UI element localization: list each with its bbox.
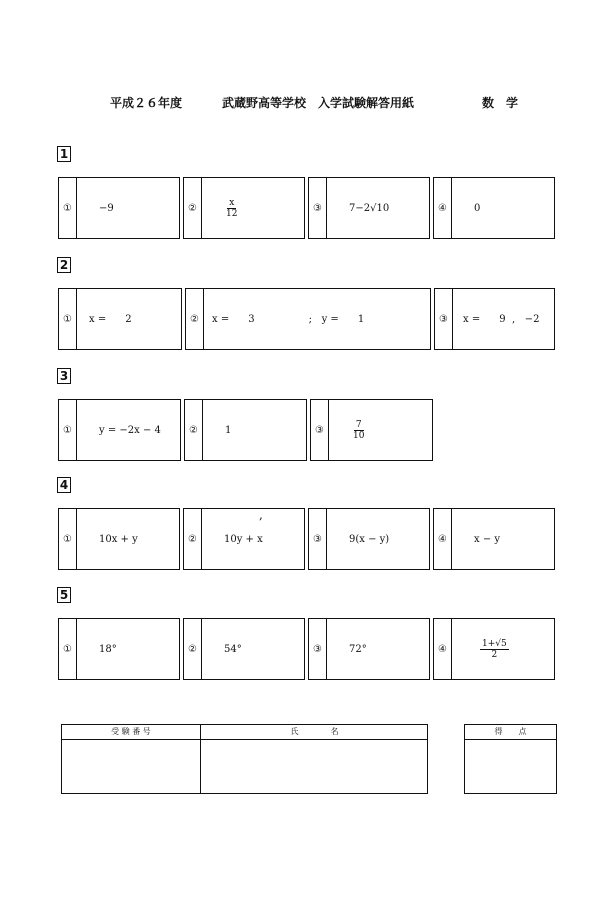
answer-value: 10y + x	[224, 533, 263, 545]
answer-row	[58, 618, 555, 680]
candidate-info-box	[61, 724, 428, 794]
question-number: ①	[59, 619, 77, 679]
exam-year: 平成２６年度	[110, 96, 183, 110]
question-number: ①	[59, 509, 77, 569]
answer-row	[58, 288, 555, 350]
answer-row	[58, 508, 555, 570]
section-number: 5	[57, 587, 71, 603]
answer-value: 18°	[99, 643, 117, 655]
answer-value	[329, 400, 432, 460]
question-number: ③	[435, 289, 453, 349]
question-number: ②	[186, 289, 204, 349]
section-number: 4	[57, 477, 71, 493]
name-field[interactable]	[200, 739, 427, 793]
answer-value: −9	[99, 202, 114, 214]
exam-number-label: 受 験 番 号	[111, 727, 151, 736]
question-number: ④	[434, 619, 452, 679]
answer-cell[interactable]	[58, 177, 180, 239]
question-number: ②	[185, 400, 203, 460]
answer-cell[interactable]	[183, 508, 305, 570]
question-number: ①	[59, 400, 77, 460]
answer-value: x = 2	[89, 313, 132, 325]
answer-value	[202, 178, 304, 238]
answer-value: 72°	[349, 643, 367, 655]
name-label: 氏 名	[290, 727, 339, 736]
answer-cell[interactable]	[184, 399, 307, 461]
answer-value: 1	[225, 424, 232, 436]
fraction-numerator: x	[229, 197, 235, 208]
fraction	[351, 420, 366, 441]
answer-value: 10x + y	[99, 533, 138, 545]
answer-row	[58, 399, 433, 461]
answer-cell[interactable]	[308, 177, 430, 239]
answer-value: x = 3 ; y = 1	[212, 313, 365, 325]
answer-cell[interactable]	[183, 618, 305, 680]
score-box	[464, 724, 557, 794]
question-number: ①	[59, 289, 77, 349]
fraction	[480, 639, 509, 660]
answer-value: x − y	[474, 533, 501, 545]
question-number: ②	[184, 619, 202, 679]
answer-cell[interactable]	[434, 288, 555, 350]
fraction-denominator: 12	[226, 208, 238, 219]
score-field[interactable]	[465, 739, 556, 793]
answer-cell[interactable]	[58, 399, 181, 461]
answer-cell[interactable]	[185, 288, 431, 350]
question-number: ③	[311, 400, 329, 460]
answer-value: 54°	[224, 643, 242, 655]
answer-cell[interactable]	[58, 288, 182, 350]
section-number: 1	[57, 146, 71, 162]
fraction-numerator: 7	[355, 419, 362, 430]
fraction	[224, 198, 239, 219]
answer-value: 9(x − y)	[349, 533, 390, 545]
answer-value: y = −2x − 4	[99, 424, 161, 436]
section-number: 3	[57, 368, 71, 384]
answer-cell[interactable]	[433, 177, 555, 239]
question-number: ①	[59, 178, 77, 238]
question-number: ④	[434, 178, 452, 238]
answer-cell[interactable]	[433, 618, 555, 680]
answer-row	[58, 177, 555, 239]
question-number: ③	[309, 619, 327, 679]
answer-cell[interactable]	[433, 508, 555, 570]
answer-cell[interactable]	[183, 177, 305, 239]
exam-title: 武蔵野高等学校 入学試験解答用紙	[222, 96, 415, 110]
question-number: ③	[309, 178, 327, 238]
answer-cell[interactable]	[308, 508, 430, 570]
fraction-denominator: 2	[491, 649, 498, 660]
fraction-denominator: 10	[353, 430, 365, 441]
answer-cell[interactable]	[58, 618, 180, 680]
answer-value: 7−2√10	[349, 202, 390, 214]
stray-comma-mark: ,	[259, 508, 263, 522]
answer-value: x = 9 , −2	[463, 313, 540, 325]
section-number: 2	[57, 257, 71, 273]
score-label: 得 点	[465, 725, 556, 740]
fraction-numerator: 1+√5	[482, 638, 507, 649]
question-number: ③	[309, 509, 327, 569]
exam-number-field[interactable]	[62, 739, 200, 793]
question-number: ②	[184, 509, 202, 569]
question-number: ②	[184, 178, 202, 238]
subject-name: 数 学	[482, 96, 519, 110]
answer-cell[interactable]	[308, 618, 430, 680]
answer-cell[interactable]	[58, 508, 180, 570]
question-number: ④	[434, 509, 452, 569]
answer-value: 0	[474, 202, 481, 214]
answer-value	[452, 619, 554, 679]
answer-cell[interactable]	[310, 399, 433, 461]
